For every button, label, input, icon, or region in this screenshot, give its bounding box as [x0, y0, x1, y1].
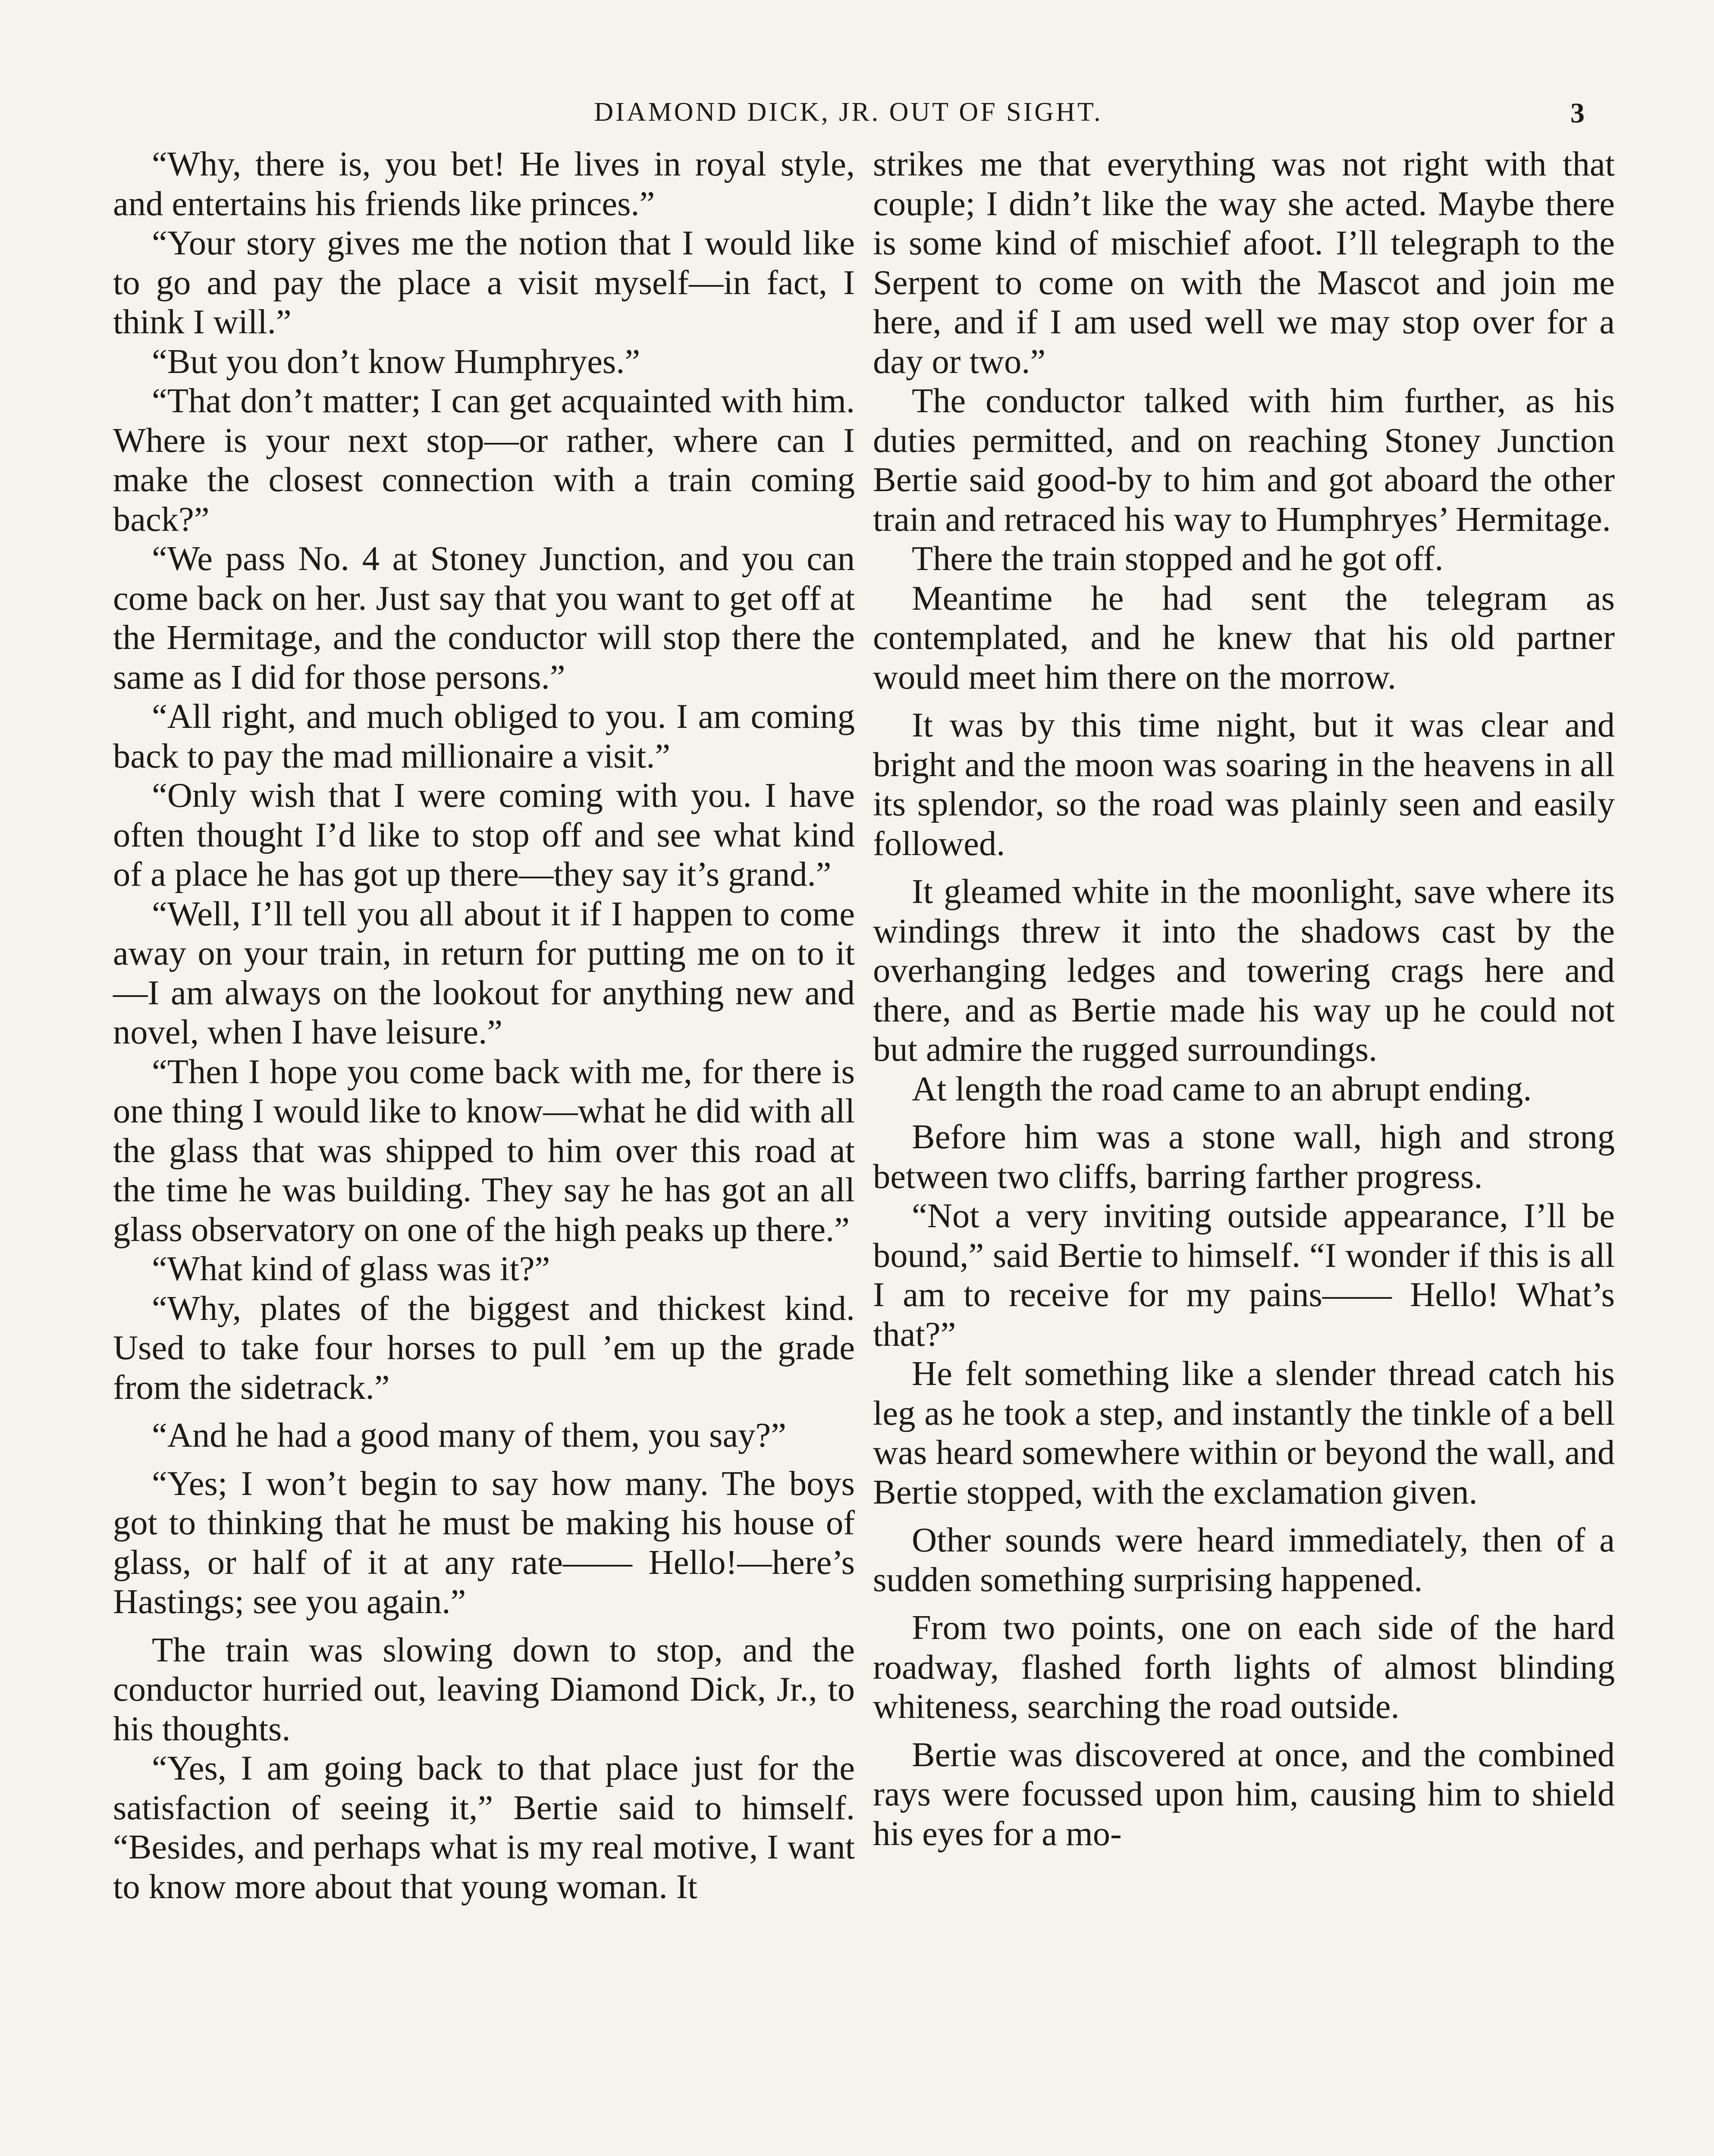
right-column: [873, 144, 1615, 1853]
paragraph: The train was slowing down to stop, and the conductor hurried out, leaving Diamond Dick, Jr., to his thoughts.: [113, 1630, 855, 1748]
page-header: [112, 97, 1585, 136]
paragraph: “We pass No. 4 at Stoney Junction, and you can come back on her. Just say that you want to get off at the Hermitage, and the conductor will stop there the same as I did for those persons.”: [113, 539, 855, 696]
paragraph: Bertie was discovered at once, and the combined rays were focussed upon him, causing him to shield his eyes for a mo-: [873, 1735, 1615, 1853]
paragraph: “All right, and much obliged to you. I am coming back to pay the mad millionaire a visit.”: [113, 697, 855, 775]
running-title: DIAMOND DICK, JR. OUT OF SIGHT.: [594, 97, 1103, 127]
paragraph: It gleamed white in the moonlight, save where its windings threw it into the shadows cast by the overhanging ledges and towering crags here and there, and as Bertie made his way up he could not but admire the rugged surroundings.: [873, 872, 1615, 1069]
paragraph: At length the road came to an abrupt ending.: [912, 1069, 1532, 1108]
paragraph: “And he had a good many of them, you say?”: [152, 1416, 786, 1454]
paragraph: “That don’t matter; I can get acquainted with him. Where is your next stop—or rather, where can I make the closest connection with a train coming back?”: [113, 382, 855, 539]
paragraph: “Yes; I won’t begin to say how many. The boys got to thinking that he must be making his house of glass, or half of it at any rate—— Hello!—here’s Hastings; see you again.”: [113, 1464, 855, 1621]
paragraph: strikes me that everything was not right with that couple; I didn’t like the way she acted. Maybe there is some kind of mischief afoot. I’ll telegraph to the Serpent to come on with the Mascot and join me here, and if I am used well we may stop over for a day or two.”: [873, 145, 1615, 381]
page-number: 3: [1570, 97, 1585, 129]
paragraph: Before him was a stone wall, high and strong between two cliffs, barring farther progress.: [873, 1118, 1615, 1196]
paragraph: Other sounds were heard immediately, then of a sudden something surprising happened.: [873, 1521, 1615, 1599]
paragraph: “Your story gives me the notion that I would like to go and pay the place a visit myself—in fact, I think I will.”: [113, 224, 855, 341]
paragraph: Meantime he had sent the telegram as contemplated, and he knew that his old partner would meet him there on the morrow.: [873, 579, 1615, 696]
paragraph: “Then I hope you come back with me, for there is one thing I would like to know—what he did with all the glass that was shipped to him over this road at the time he was building. They say he has got an all glass observatory on one of the high peaks up there.”: [113, 1052, 855, 1249]
paragraph: “Well, I’ll tell you all about it if I happen to come away on your train, in return for putting me on to it—I am always on the lookout for anything new and novel, when I have leisure.”: [113, 894, 855, 1051]
paragraph: The conductor talked with him further, as his duties permitted, and on reaching Stoney Junction Bertie said good-by to him and got aboard the other train and retraced his way to Humphryes’ Hermitage.: [873, 382, 1615, 539]
paragraph: “What kind of glass was it?”: [152, 1250, 550, 1288]
paragraph: He felt something like a slender thread catch his leg as he took a step, and instantly the tinkle of a bell was heard somewhere within or beyond the wall, and Bertie stopped, with the exclamation given.: [873, 1354, 1615, 1511]
paragraph: “Why, plates of the biggest and thickest kind. Used to take four horses to pull ’em up the grade from the sidetrack.”: [113, 1289, 855, 1407]
paragraph: “But you don’t know Humphryes.”: [152, 342, 640, 381]
paragraph: “Yes, I am going back to that place just for the satisfaction of seeing it,” Bertie said to himself. “Besides, and perhaps what is my real motive, I want to know more about that young woman. It: [113, 1749, 855, 1906]
paragraph: “Only wish that I were coming with you. I have often thought I’d like to stop off and see what kind of a place he has got up there—they say it’s grand.”: [113, 776, 855, 893]
paragraph: “Not a very inviting outside appearance, I’ll be bound,” said Bertie to himself. “I wonder if this is all I am to receive for my pains—— Hello! What’s that?”: [873, 1197, 1615, 1354]
paragraph: “Why, there is, you bet! He lives in royal style, and entertains his friends like princes.”: [113, 145, 855, 223]
left-column: [113, 144, 855, 1906]
paragraph: From two points, one on each side of the hard roadway, flashed forth lights of almost blinding whiteness, searching the road outside.: [873, 1608, 1615, 1726]
paragraph: There the train stopped and he got off.: [912, 539, 1444, 578]
paragraph: It was by this time night, but it was clear and bright and the moon was soaring in the heavens in all its splendor, so the road was plainly seen and easily followed.: [873, 706, 1615, 863]
